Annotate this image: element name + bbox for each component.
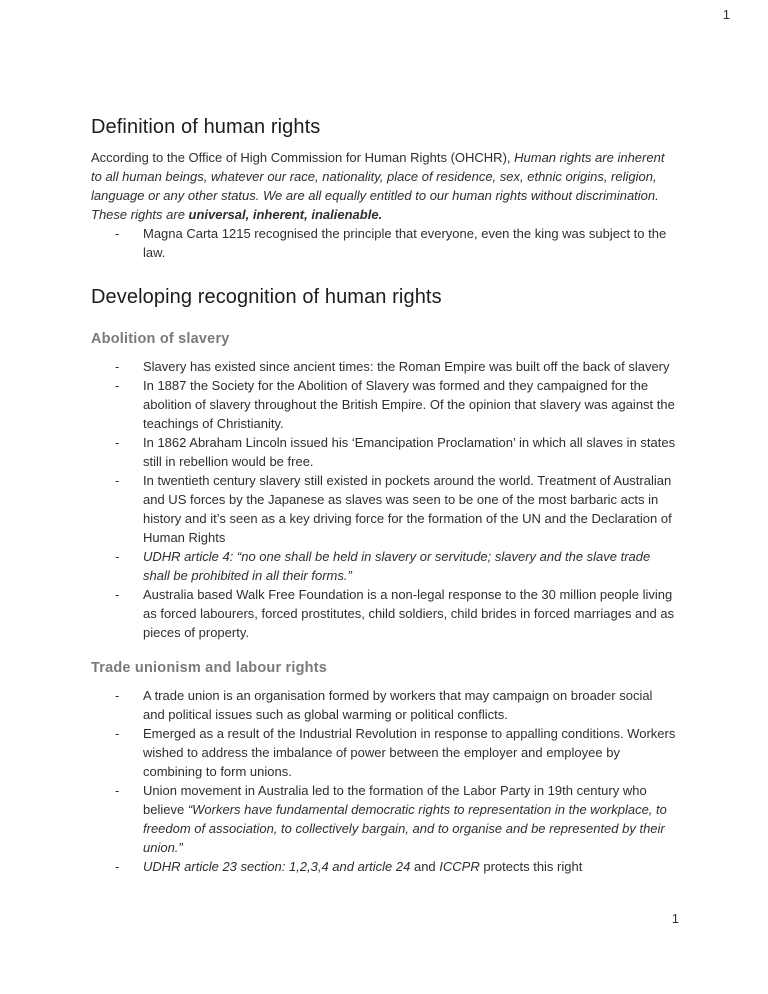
- bullet-magna-carta: - Magna Carta 1215 recognised the principle that everyone, even the king was subject to the law.: [115, 224, 677, 262]
- bullet-trade-union-definition: - A trade union is an organisation formed by workers that may campaign on broader social and political issues such as global warming or political conflicts.: [115, 686, 677, 724]
- subheading-abolition-of-slavery: Abolition of slavery: [91, 331, 230, 347]
- udhr-23-italic-text: UDHR article 23 section: 1,2,3,4 and article 24: [143, 859, 411, 874]
- bullet-udhr-article-23: [115, 857, 677, 876]
- document-body: [91, 115, 677, 876]
- union-movement-lead-text: Union movement in Australia led to the formation of the Labor Party in 19th century who believe: [143, 783, 647, 817]
- intro-paragraph: [91, 148, 677, 224]
- bullet-udhr-article-4: - UDHR article 4: “no one shall be held in slavery or servitude; slavery and the slave trade shall be prohibited in all their forms.”: [115, 547, 677, 585]
- abolition-bullet-list: [91, 357, 677, 642]
- udhr-23-plain-text: and: [410, 859, 440, 874]
- trade-bullet-list: [91, 686, 677, 876]
- heading-definition-of-human-rights: Definition of human rights: [91, 116, 321, 138]
- iccpr-italic-text: ICCPR: [439, 859, 480, 874]
- page-number-bottom: 1: [671, 911, 679, 926]
- bullet-industrial-revolution: - Emerged as a result of the Industrial Revolution in response to appalling conditions. Workers wished to address the imbalance of power between the employer and employee by combining to form unions.: [115, 724, 677, 781]
- intro-bold-italic-text: universal, inherent, inalienable.: [188, 207, 383, 222]
- union-movement-quote-text: “Workers have fundamental democratic rights to representation in the workplace, to freedom of association, to collectively bargain, and to organise and be represented by their union.”: [143, 802, 667, 855]
- heading-developing-recognition: Developing recognition of human rights: [91, 286, 442, 308]
- bullet-lincoln-emancipation-1862: - In 1862 Abraham Lincoln issued his ‘Emancipation Proclamation’ in which all slaves in states still in rebellion would be free.: [115, 433, 677, 471]
- definition-bullet-list: [91, 224, 677, 262]
- intro-lead-text: According to the Office of High Commission for Human Rights (OHCHR),: [91, 150, 515, 165]
- bullet-society-abolition-1887: - In 1887 the Society for the Abolition of Slavery was formed and they campaigned for the abolition of slavery throughout the British Empire. Of the opinion that slavery was against the teachings of Christianity.: [115, 376, 677, 433]
- intro-italic-text: Human rights are inherent to all human beings, whatever our race, nationality, place of residence, sex, ethnic origins, religion, language or any other status. We are all equally entitled to our human rights without discrimination. These rights are: [91, 150, 665, 222]
- bullet-walk-free-foundation: - Australia based Walk Free Foundation is a non-legal response to the 30 million people living as forced labourers, forced prostitutes, child soldiers, child brides in forced marriages and as pieces of property.: [115, 585, 677, 642]
- bullet-twentieth-century-slavery: - In twentieth century slavery still existed in pockets around the world. Treatment of Australian and US forces by the Japanese as slaves was seen to be one of the most barbaric acts in history and it’s seen as a key driving force for the formation of the UN and the Declaration of Human Rights: [115, 471, 677, 547]
- bullet-slavery-ancient-times: - Slavery has existed since ancient times: the Roman Empire was built off the back of slavery: [115, 357, 677, 376]
- page-number-top: 1: [722, 7, 730, 22]
- subheading-trade-unionism: Trade unionism and labour rights: [91, 660, 328, 676]
- bullet-union-movement-labor-party: [115, 781, 677, 857]
- udhr-23-tail-text: protects this right: [479, 859, 583, 874]
